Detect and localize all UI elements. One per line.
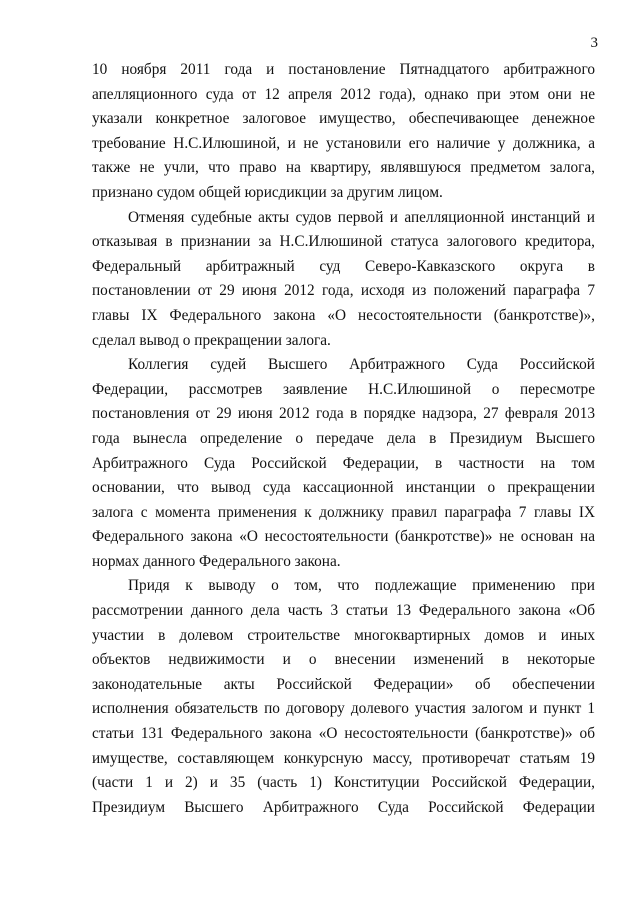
document-body	[92, 58, 595, 820]
text-line: рассмотрении данного дела часть 3 статьи 13 Федерального закона «Об	[92, 602, 595, 620]
text-line: сделал вывод о прекращении залога.	[92, 331, 331, 349]
page-number: 3	[590, 35, 598, 51]
text-line: Коллегия судей Высшего Арбитражного Суда Российской	[128, 356, 595, 374]
text-line: Федерации, рассмотрев заявление Н.С.Илюшиной о пересмотре	[92, 380, 595, 398]
text-line: исполнения обязательств по договору долевого участия залогом и пункт 1	[92, 700, 595, 718]
text-line: объектов недвижимости и о внесении изменений в некоторые	[92, 651, 595, 669]
text-line: Федерального закона «О несостоятельности (банкротстве)» не основан на	[92, 528, 595, 546]
text-line: признано судом общей юрисдикции за другим лицом.	[92, 183, 443, 201]
paragraph	[92, 206, 595, 354]
text-line: Президиум Высшего Арбитражного Суда Российской Федерации	[92, 798, 595, 816]
paragraph	[92, 58, 595, 206]
text-line: Отменяя судебные акты судов первой и апелляционной инстанций и	[128, 208, 595, 226]
text-line: участии в долевом строительстве многоквартирных домов и иных	[92, 626, 595, 644]
text-line: постановлении от 29 июня 2012 года, исходя из положений параграфа 7	[92, 282, 595, 300]
text-line: указали конкретное залоговое имущество, обеспечивающее денежное	[92, 110, 595, 128]
text-line: апелляционного суда от 12 апреля 2012 года), однако при этом они не	[92, 85, 595, 103]
text-line: имуществе, составляющем конкурсную массу, противоречат статьям 19	[92, 749, 595, 767]
text-line: года вынесла определение о передаче дела в Президиум Высшего	[92, 429, 595, 447]
paragraph	[92, 353, 595, 574]
text-line: Арбитражного Суда Российской Федерации, в частности на том	[92, 454, 595, 472]
paragraph	[92, 574, 595, 820]
text-line: нормах данного Федерального закона.	[92, 552, 341, 570]
text-line: главы IX Федерального закона «О несостоятельности (банкротстве)»,	[92, 306, 595, 324]
text-line: основании, что вывод суда кассационной инстанции о прекращении	[92, 479, 595, 497]
text-line: отказывая в признании за Н.С.Илюшиной статуса залогового кредитора,	[92, 233, 595, 251]
text-line: законодательные акты Российской Федерации» об обеспечении	[92, 675, 595, 693]
text-line: Федеральный арбитражный суд Северо-Кавказского округа в	[92, 257, 595, 275]
text-line: залога с момента применения к должнику правил параграфа 7 главы IX	[92, 503, 595, 521]
text-line: требование Н.С.Илюшиной, и не установили его наличие у должника, а	[92, 134, 595, 152]
text-line: (части 1 и 2) и 35 (часть 1) Конституции Российской Федерации,	[92, 774, 595, 792]
text-line: статьи 131 Федерального закона «О несостоятельности (банкротстве)» об	[92, 725, 595, 743]
text-line: Придя к выводу о том, что подлежащие применению при	[128, 577, 595, 595]
text-line: постановления от 29 июня 2012 года в порядке надзора, 27 февраля 2013	[92, 405, 595, 423]
text-line: также не учли, что право на квартиру, являвшуюся предметом залога,	[92, 159, 595, 177]
text-line: 10 ноября 2011 года и постановление Пятнадцатого арбитражного	[92, 61, 595, 78]
